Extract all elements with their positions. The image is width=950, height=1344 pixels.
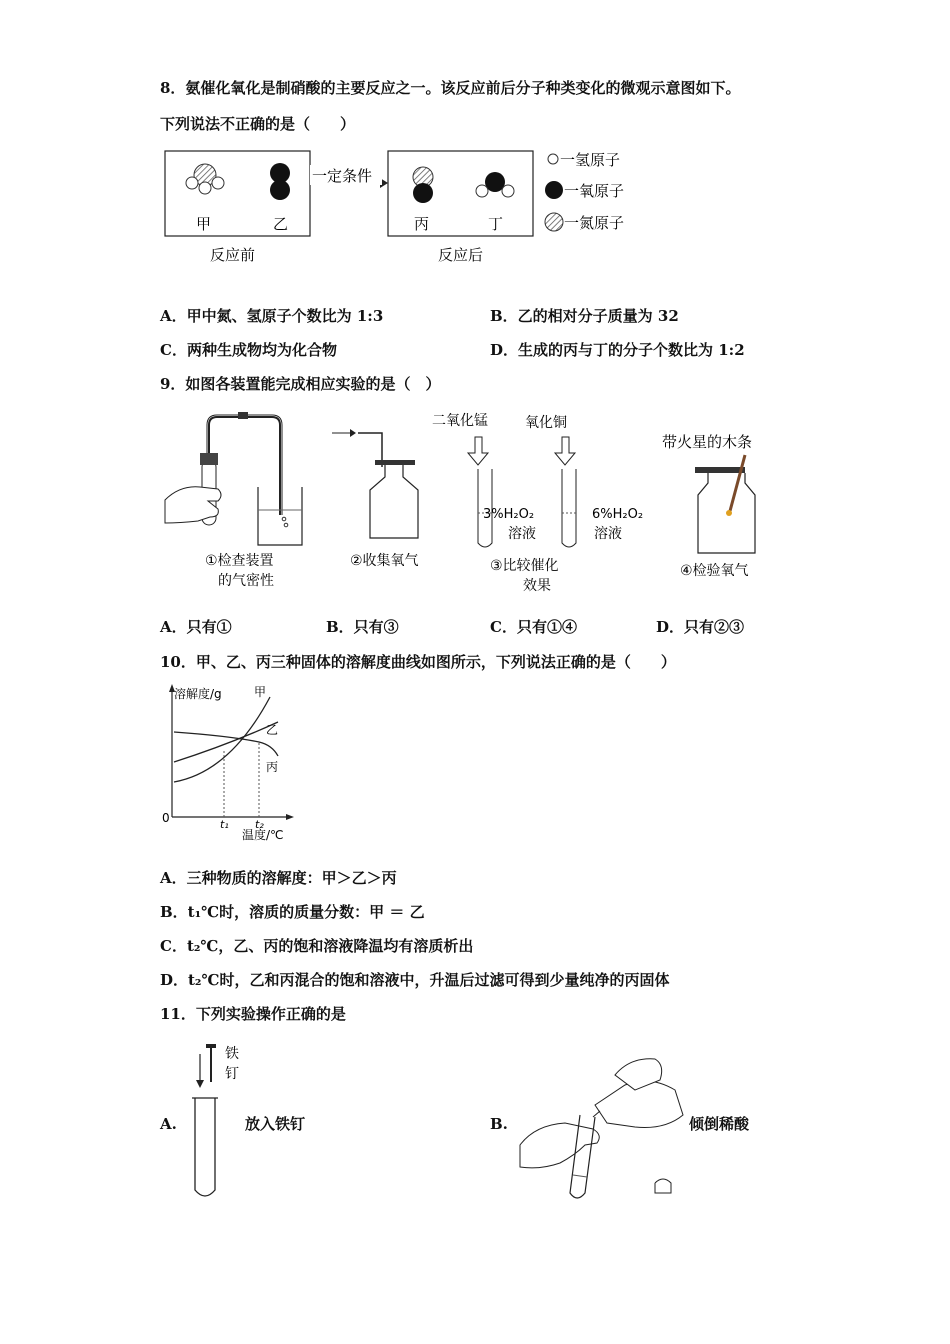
caption-before: 反应前	[210, 246, 256, 264]
label-ding: 丁	[488, 215, 504, 233]
q11-figure-b	[515, 1045, 690, 1205]
cap2: ②收集氧气	[350, 553, 419, 569]
q10-option-c[interactable]: C．t₂℃，乙、丙的饱和溶液降温均有溶质析出	[160, 937, 474, 955]
apparatus-1	[165, 412, 302, 545]
cap1a: ①检查装置	[205, 553, 274, 569]
sol1-label: 3%H₂O₂	[483, 507, 535, 522]
legend-o-icon	[545, 181, 563, 199]
q8-stem-line1: 8．氨催化氧化是制硝酸的主要反应之一。该反应前后分子种类变化的微观示意图如下。	[160, 79, 741, 97]
series-label-bing: 丙	[266, 760, 279, 774]
x-label: 温度/℃	[242, 828, 284, 842]
apparatus-2	[332, 429, 418, 538]
legend-h: 一氢原子	[560, 151, 621, 169]
sol1b-label: 溶液	[508, 526, 536, 542]
nail-label-2: 钉	[225, 1066, 239, 1082]
o2-molecule	[270, 163, 290, 200]
q9-option-d[interactable]: D．只有②③	[656, 618, 745, 636]
legend-o: 一氧原子	[564, 182, 625, 200]
series-label-jia: 甲	[254, 685, 267, 699]
label-jia: 甲	[196, 215, 212, 233]
no-molecule	[413, 167, 433, 203]
q10-stem: 10．甲、乙、丙三种固体的溶解度曲线如图所示，下列说法正确的是（ ）	[160, 653, 676, 671]
q11-option-b-text[interactable]: 倾倒稀酸	[689, 1115, 750, 1133]
cap1b: 的气密性	[218, 573, 274, 589]
q9-option-a[interactable]: A．只有①	[160, 618, 232, 636]
apparatus-3	[432, 413, 643, 547]
q10-solubility-chart	[160, 682, 305, 847]
q10-option-b[interactable]: B．t₁℃时，溶质的质量分数：甲 ＝ 乙	[160, 903, 425, 921]
apparatus-4	[662, 433, 755, 553]
q10-option-d[interactable]: D．t₂℃时，乙和丙混合的饱和溶液中，升温后过滤可得到少量纯净的丙固体	[160, 971, 670, 989]
sol2b-label: 溶液	[594, 526, 622, 542]
q8-option-d[interactable]: D．生成的丙与丁的分子个数比为 1:2	[490, 341, 745, 359]
q8-option-c[interactable]: C．两种生成物均为化合物	[160, 341, 337, 359]
q11-option-b-letter[interactable]: B.	[490, 1115, 508, 1133]
cuo-label: 氧化铜	[525, 415, 567, 431]
tick-t1: t₁	[220, 818, 229, 831]
q10-option-a[interactable]: A．三种物质的溶解度：甲＞乙＞丙	[160, 869, 397, 887]
q8-option-a[interactable]: A．甲中氮、氢原子个数比为 1:3	[160, 307, 384, 325]
caption-after: 反应后	[438, 246, 484, 264]
y-label: 溶解度/g	[174, 687, 222, 701]
mno2-label: 二氧化锰	[432, 413, 488, 429]
legend-n-icon	[545, 213, 563, 231]
cap4: ④检验氧气	[680, 563, 749, 579]
label-bing: 丙	[414, 215, 430, 233]
label-yi: 乙	[273, 215, 289, 233]
cap3b: 效果	[523, 578, 551, 594]
arrow-condition: 一定条件	[312, 167, 373, 185]
q8-option-b[interactable]: B．乙的相对分子质量为 32	[490, 307, 679, 325]
q9-stem: 9．如图各装置能完成相应实验的是（ ）	[160, 375, 441, 393]
legend-n: 一氮原子	[564, 214, 625, 232]
q11-stem: 11．下列实验操作正确的是	[160, 1005, 346, 1023]
h2o-molecule	[476, 172, 514, 197]
origin-label: 0	[162, 811, 170, 825]
curve-jia	[174, 697, 270, 782]
legend-h-icon	[548, 154, 558, 164]
q8-reaction-diagram	[160, 145, 660, 275]
q9-option-c[interactable]: C．只有①④	[490, 618, 577, 636]
sol2-label: 6%H₂O₂	[592, 507, 644, 522]
q11-option-a-letter[interactable]: A.	[160, 1115, 177, 1133]
tick-t2: t₂	[255, 818, 264, 831]
q9-apparatus-figure	[160, 405, 800, 600]
cap3a: ③比较催化	[490, 558, 559, 574]
q8-stem-line2: 下列说法不正确的是（ ）	[160, 115, 356, 133]
nh3-molecule	[186, 164, 224, 194]
q9-option-b[interactable]: B．只有③	[326, 618, 399, 636]
test-tube	[195, 1098, 215, 1196]
nail-label-1: 铁	[225, 1046, 239, 1062]
q11-option-a-text[interactable]: 放入铁钉	[245, 1115, 306, 1133]
series-label-yi: 乙	[266, 723, 279, 737]
bottle-stopper	[655, 1179, 671, 1193]
splint-label: 带火星的木条	[662, 433, 753, 451]
